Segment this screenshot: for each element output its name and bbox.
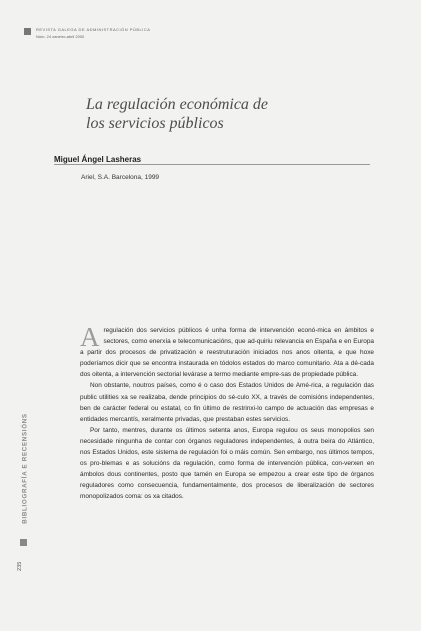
paragraph-1 xyxy=(80,322,374,380)
section-sidebar xyxy=(19,405,29,545)
masthead-square xyxy=(24,28,31,35)
author-name: Miguel Ángel Lasheras xyxy=(54,155,142,164)
title-line-2: los servicios públicos xyxy=(86,115,224,132)
drop-cap: A xyxy=(80,322,100,352)
paragraph-1-text: regulación dos servicios públicos é unha forma de intervención econó-mica en ámbitos e sectores, como enerxía e telecomunicacións, que ad-quiriu relevancia en España e en Europa a partir dos procesos de privatización e reestruturación iniciados nos anos oitenta, e que hoxe poderíamos dicir que se encontra instaurada en tódolos estados do marco comunitario. Ata a dé-cada dos oitenta, a intervención sectorial levárase a termo mediante empre-sas de propiedade pública. xyxy=(80,327,374,379)
article-title xyxy=(86,95,346,133)
title-line-1: La regulación económica de xyxy=(86,96,269,113)
page-number: 235 xyxy=(17,561,23,571)
publisher-info: Ariel, S.A. Barcelona, 1999 xyxy=(81,174,160,181)
paragraph-2: Non obstante, noutros países, como é o caso dos Estados Unidos de Amé-rica, a regulación das public utilities xa se realizaba, dende principios do sé-culo XX, a través de comisións independentes, ben de carácter federal ou estatal, co fin último de restrinxi-lo campo de actuación das empresas e entidades mercantís, xeralmente privadas, que prestaban estes servicios. xyxy=(80,382,374,423)
sidebar-square xyxy=(20,539,27,546)
journal-name: REVISTA GALEGA DE ADMINISTRACIÓN PÚBLICA xyxy=(36,27,151,32)
paragraph-3: Por tanto, mentres, durante os últimos setenta anos, Europa regulou os seus monopolios sen necesidade ningunha de contar con órganos reguladores independentes, á outra beira do Atlántico, nos Estados Unidos, este sistema de regulación foi o máis común. Sen embargo, nos últimos tempos, os pro-blemas e as solucións da regulación, como forma de intervención pública, con-verxen en ámbolos dous continentes, posto que tamén en Europa se empezou a crear este tipo de órganos reguladores como consecuencia, fundamentalmente, dos procesos de liberalización de sectores monopolizados coma: os xa citados. xyxy=(80,426,374,501)
article-body xyxy=(80,322,374,503)
issue-info: Núm. 24 xaneiro-abril 2000 xyxy=(36,34,85,39)
author-divider xyxy=(54,164,370,165)
section-label: BIBLIOGRAFÍA E RECENSIÓNS xyxy=(21,413,29,524)
